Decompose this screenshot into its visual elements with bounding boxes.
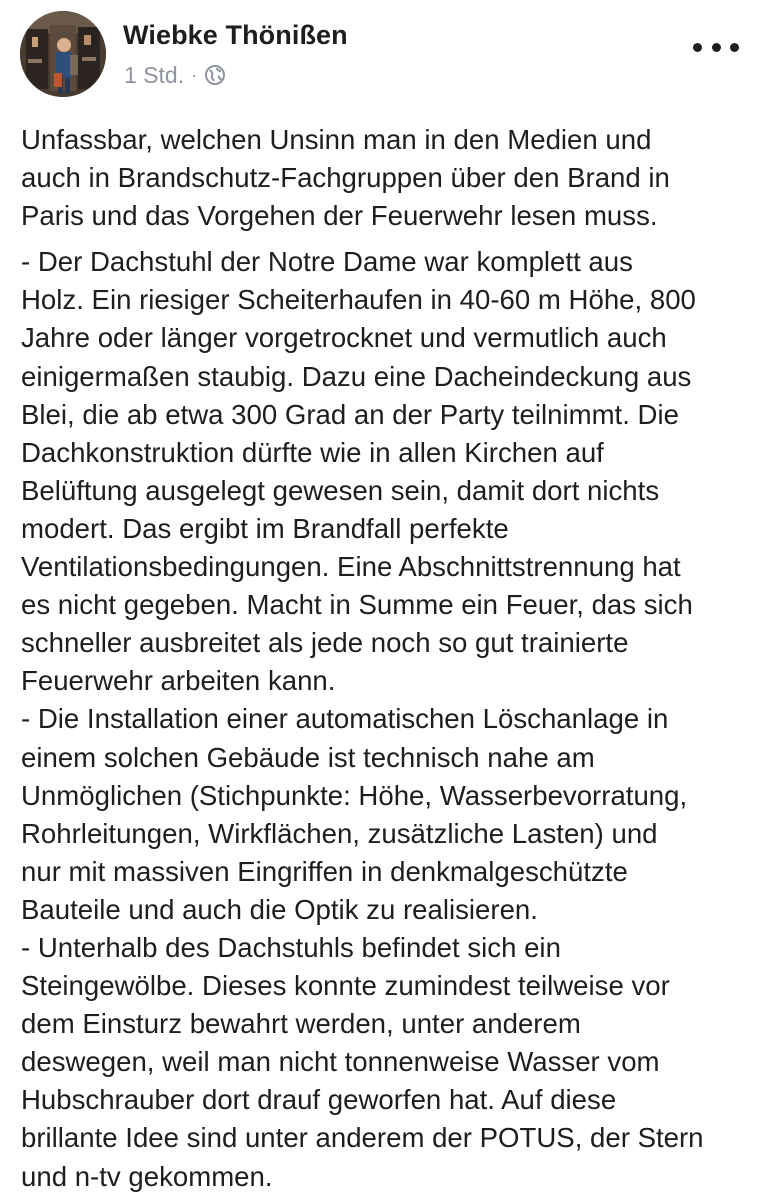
- post-paragraph-intro: Unfassbar, welchen Unsinn man in den Medien und auch in Brandschutz-Fachgruppen über den Brand in Paris und das Vorgehen der Feuerwehr lesen muss.: [21, 124, 670, 232]
- globe-icon: [204, 64, 226, 86]
- post-text: [21, 121, 743, 1196]
- post-header: [0, 0, 762, 110]
- post-paragraph-points: - Der Dachstuhl der Notre Dame war komplett aus Holz. Ein riesiger Scheiterhaufen in 40-60 m Höhe, 800 Jahre oder länger vorgetrocknet und vermutlich auch einigermaßen staubig. Dazu eine Dacheindeckung aus Blei, die ab etwa 300 Grad an der Party teilnimmt. Die Dachkonstruktion dürfte wie in allen Kirchen auf Belüftung ausgelegt gewesen sein, damit dort nichts modert. Das ergibt im Brandfall perfekte Ventilationsbedingungen. Eine Abschnittstrennung hat es nicht gegeben. Macht in Summe ein Feuer, das sich schneller ausbreitet als jede noch so gut trainierte Feuerwehr arbeiten kann. - Die Installation einer automatischen Löschanlage in einem solchen Gebäude ist technisch nahe am Unmöglichen (Stichpunkte: Höhe, Wasserbevorratung, Rohrleitungen, Wirkflächen, zusätzliche Lasten) und nur mit massiven Eingriffen in denkmalgeschützte Bauteile und auch die Optik zu realisieren. - Unterhalb des Dachstuhls befindet sich ein Steingewölbe. Dieses konnte zumindest teilweise vor dem Einsturz bewahrt werden, unter anderem deswegen, weil man nicht tonnenweise Wasser vom Hubschrauber dort drauf geworfen hat. Auf diese brillante Idee sind unter anderem der POTUS, der Stern und n-tv gekommen.: [21, 246, 704, 1192]
- more-options-icon[interactable]: [693, 32, 739, 62]
- more-dot: [712, 43, 721, 52]
- avatar-photo: [20, 11, 106, 97]
- meta-separator: ·: [191, 64, 198, 85]
- more-dot: [693, 43, 702, 52]
- post-timestamp[interactable]: 1 Std.: [124, 61, 185, 88]
- more-dot: [730, 43, 739, 52]
- post-meta: [124, 60, 226, 90]
- author-name[interactable]: Wiebke Thönißen: [123, 20, 348, 50]
- author-avatar[interactable]: [20, 11, 106, 97]
